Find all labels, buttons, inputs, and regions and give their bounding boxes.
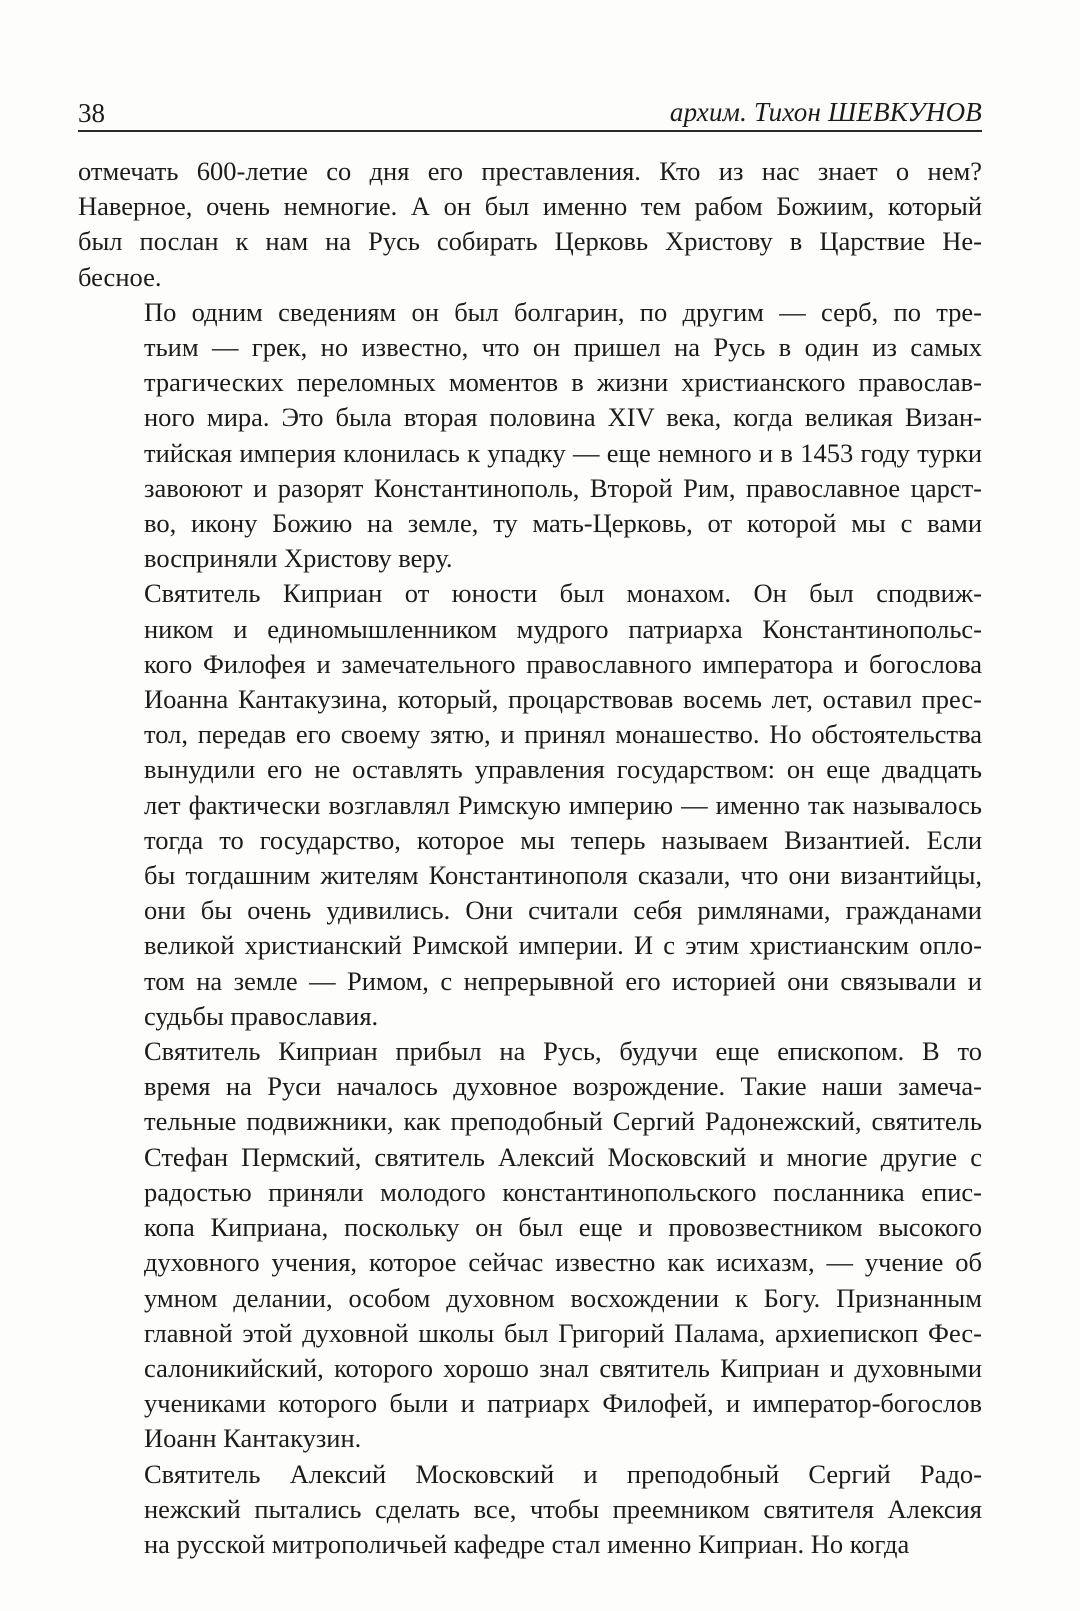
text-line: тьим — грек, но известно, что он пришел на Русь в один из самых	[144, 332, 982, 363]
text-line: тийская империя клонилась к упадку — еще немного и в 1453 году турки	[144, 437, 982, 468]
text-line: радостью приняли молодого константинопольского посланника епис-	[144, 1176, 982, 1207]
paragraph	[78, 295, 982, 577]
running-head	[78, 84, 982, 132]
running-head-title: архим. Тихон ШЕВКУНОВ	[669, 97, 982, 127]
text-line: был послан к нам на Русь собирать Церковь Христову в Царствие Не-	[78, 226, 982, 257]
text-line: учениками которого были и патриарх Филофей, и император-богослов	[144, 1388, 982, 1419]
text-line: Наверное, очень немногие. А он был именно тем рабом Божиим, который	[78, 191, 982, 222]
text-line: трагических переломных моментов в жизни христианского православ-	[144, 367, 982, 398]
text-line: нежский пытались сделать все, чтобы преемником святителя Алексия	[144, 1493, 982, 1524]
page-number: 38	[78, 98, 105, 128]
text-line: По одним сведениям он был болгарин, по другим — серб, по тре-	[144, 296, 982, 327]
text-line: отмечать 600-летие со дня его преставления. Кто из нас знает о нем?	[78, 156, 982, 186]
text-line: ником и единомышленником мудрого патриарха Константинопольс-	[144, 613, 982, 644]
text-line: во, икону Божию на земле, ту мать-Церковь, от которой мы с вами	[144, 508, 982, 539]
text-line: копа Киприана, поскольку он был еще и провозвестником высокого	[144, 1212, 982, 1243]
text-line: ного мира. Это была вторая половина XIV века, когда великая Визан-	[144, 402, 982, 433]
text-line: Иоанна Кантакузина, который, процарствовав восемь лет, оставил прес-	[144, 684, 982, 715]
text-line: кого Филофея и замечательного православного императора и богослова	[144, 648, 982, 679]
text-line: Стефан Пермский, святитель Алексий Московский и многие другие с	[144, 1141, 982, 1172]
text-line: время на Руси началось духовное возрождение. Такие наши замеча-	[144, 1071, 982, 1102]
text-line: умном делании, особом духовном восхождении к Богу. Признанным	[144, 1282, 982, 1313]
text-line: духовного учения, которое сейчас известно как исихазм, — учение об	[144, 1247, 982, 1278]
text-line: тельные подвижники, как преподобный Сергий Радонежский, святитель	[144, 1106, 982, 1137]
text-line: салоникийский, которого хорошо знал святитель Киприан и духовными	[144, 1352, 982, 1383]
paragraph	[78, 154, 982, 295]
text-line: судьбы православия.	[144, 1000, 379, 1031]
text-line: том на земле — Римом, с непрерывной его историей они связывали и	[144, 965, 982, 996]
text-line: тол, передав его своему зятю, и принял монашество. Но обстоятельства	[144, 719, 982, 750]
body-text	[78, 154, 982, 1562]
text-line: бы тогдашним жителям Константинополя сказали, что они византийцы,	[144, 860, 982, 891]
text-line: бесное.	[78, 261, 162, 292]
paragraph	[78, 576, 982, 1034]
text-line: завоюют и разорят Константинополь, Второй Рим, православное царст-	[144, 472, 982, 503]
text-line: великой христианский Римской империи. И с этим христианским опло-	[144, 930, 982, 961]
text-line: они бы очень удивились. Они считали себя римлянами, гражданами	[144, 895, 982, 926]
text-line: вынудили его не оставлять управления государством: он еще двадцать	[144, 754, 982, 785]
paragraph	[78, 1034, 982, 1456]
text-line: восприняли Христову веру.	[144, 543, 453, 574]
text-line: Святитель Алексий Московский и преподобный Сергий Радо-	[144, 1458, 982, 1489]
text-line: лет фактически возглавлял Римскую империю — именно так называлось	[144, 789, 982, 820]
text-line: Святитель Киприан прибыл на Русь, будучи еще епископом. В то	[144, 1036, 982, 1067]
text-line: на русской митрополичьей кафедре стал именно Киприан. Но когда	[144, 1528, 910, 1559]
text-line: главной этой духовной школы был Григорий Палама, архиепископ Фес-	[144, 1317, 982, 1348]
paragraph	[78, 1457, 982, 1563]
text-line: Святитель Киприан от юности был монахом. Он был сподвиж-	[144, 578, 982, 609]
text-line: тогда то государство, которое мы теперь называем Византией. Если	[144, 824, 982, 855]
text-line: Иоанн Кантакузин.	[144, 1423, 362, 1454]
